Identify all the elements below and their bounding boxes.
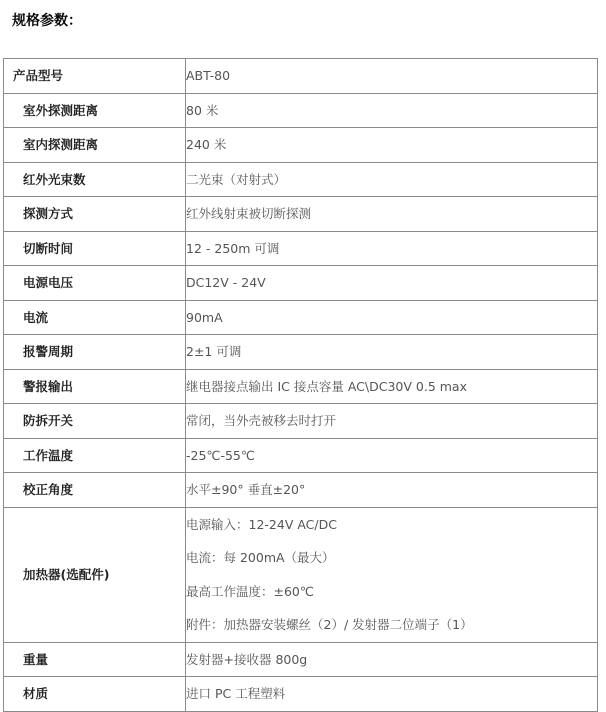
spec-label: 室外探测距离 (4, 93, 186, 128)
spec-label: 重量 (4, 642, 186, 677)
spec-label: 探测方式 (4, 197, 186, 232)
spec-label: 校正角度 (4, 473, 186, 508)
spec-value: 继电器接点输出 IC 接点容量 AC\DC30V 0.5 max (186, 369, 598, 404)
specs-heading: 规格参数： (12, 13, 82, 29)
spec-label: 红外光束数 (4, 162, 186, 197)
heater-line: 最高工作温度：±60℃ (186, 583, 314, 599)
specs-table (3, 58, 598, 712)
table-row (4, 642, 598, 677)
spec-label: 电源电压 (4, 266, 186, 301)
spec-value-multiline (186, 507, 598, 642)
table-row (4, 438, 598, 473)
table-row (4, 197, 598, 232)
table-row (4, 335, 598, 370)
table-row (4, 59, 598, 94)
spec-value: 水平±90° 垂直±20° (186, 473, 598, 508)
spec-label: 报警周期 (4, 335, 186, 370)
spec-label: 防拆开关 (4, 404, 186, 439)
heater-line: 电流：每 200mA（最大） (186, 550, 335, 565)
heater-line: 电源输入：12-24V AC/DC (186, 516, 337, 532)
spec-label: 材质 (4, 677, 186, 712)
spec-value: 90mA (186, 300, 598, 335)
spec-label: 工作温度 (4, 438, 186, 473)
spec-value: 240 米 (186, 128, 598, 163)
spec-value: 12 - 250m 可调 (186, 231, 598, 266)
heater-line: 附件：加热器安装螺丝（2）/ 发射器二位端子（1） (186, 617, 473, 632)
spec-label: 切断时间 (4, 231, 186, 266)
spec-value: 常闭，当外壳被移去时打开 (186, 404, 598, 439)
spec-value: 红外线射束被切断探测 (186, 197, 598, 232)
spec-value: ABT-80 (186, 59, 598, 94)
table-row (4, 231, 598, 266)
spec-value: -25℃-55℃ (186, 438, 598, 473)
table-row (4, 266, 598, 301)
table-row (4, 473, 598, 508)
table-row (4, 162, 598, 197)
spec-value: 2±1 可调 (186, 335, 598, 370)
table-row (4, 300, 598, 335)
spec-label: 室内探测距离 (4, 128, 186, 163)
spec-label: 电流 (4, 300, 186, 335)
table-row (4, 404, 598, 439)
spec-value: 80 米 (186, 93, 598, 128)
table-row (4, 128, 598, 163)
table-row (4, 677, 598, 712)
spec-label: 产品型号 (4, 59, 186, 94)
spec-value: DC12V - 24V (186, 266, 598, 301)
table-row (4, 93, 598, 128)
spec-value: 发射器+接收器 800g (186, 642, 598, 677)
spec-label: 加热器(选配件) (4, 507, 186, 642)
spec-value: 进口 PC 工程塑料 (186, 677, 598, 712)
spec-value: 二光束（对射式） (186, 162, 598, 197)
spec-label: 警报输出 (4, 369, 186, 404)
table-row (4, 369, 598, 404)
table-row-heater (4, 507, 598, 642)
